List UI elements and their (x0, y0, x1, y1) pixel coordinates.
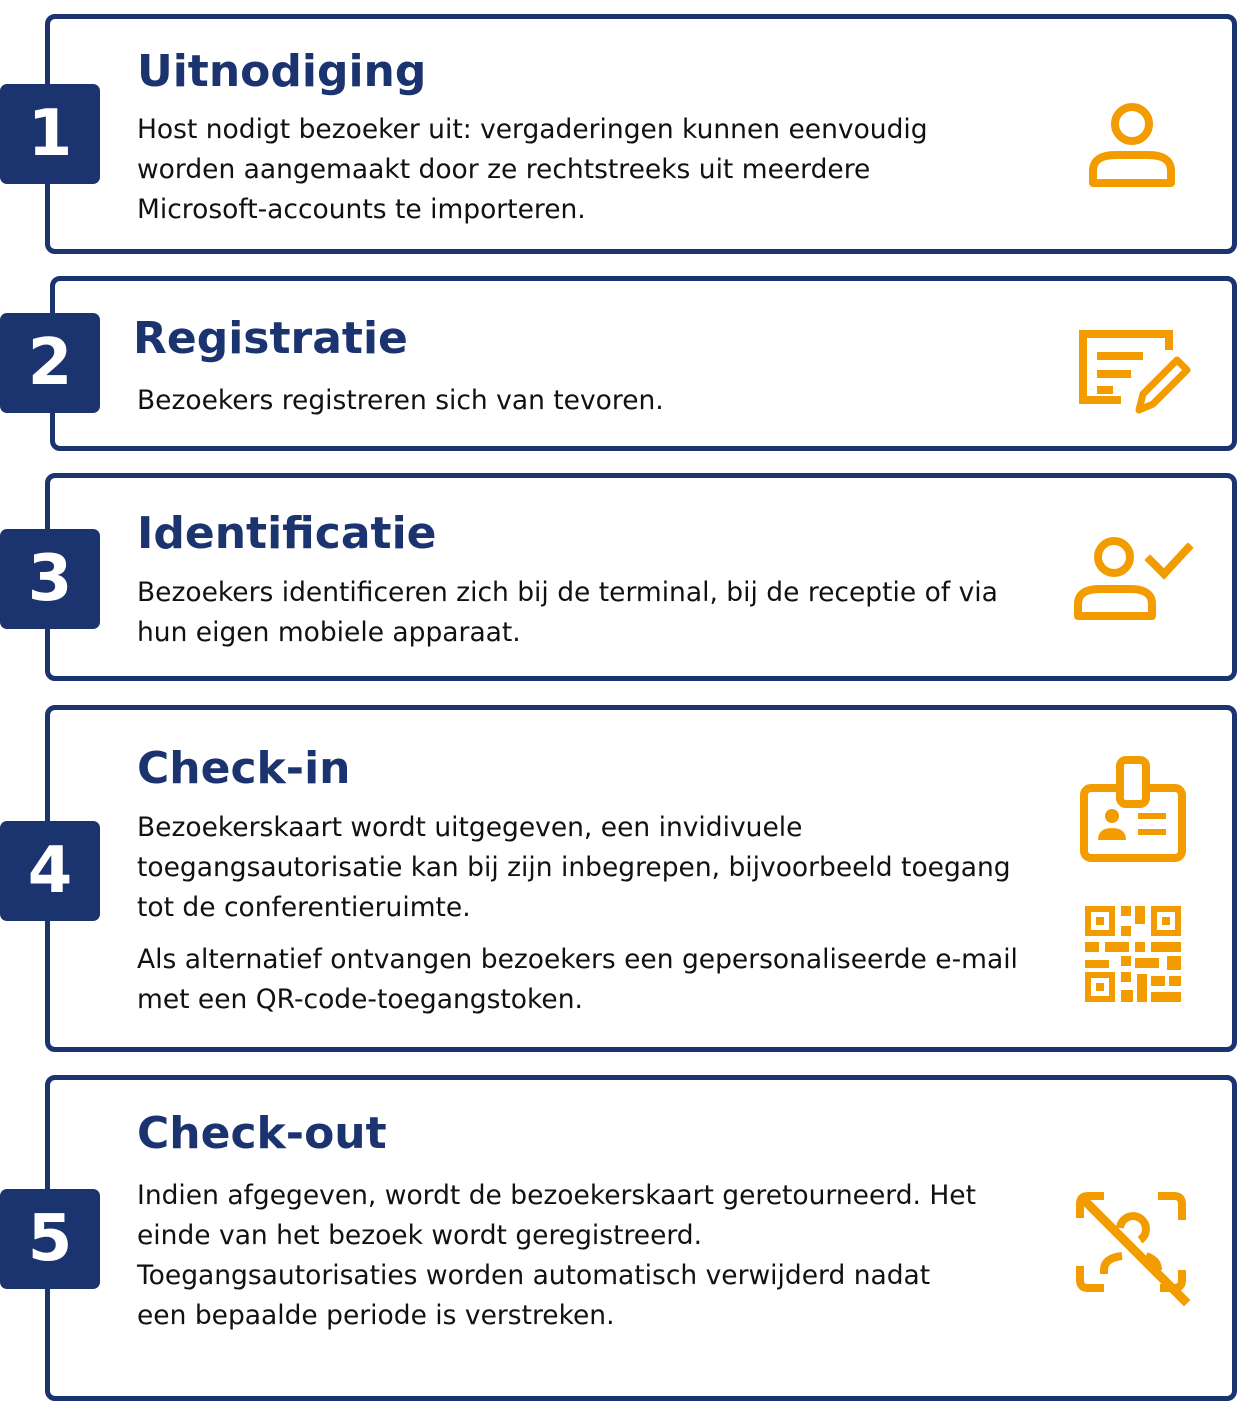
form-edit-icon (1077, 328, 1193, 416)
step-number-badge-1: 1 (0, 84, 100, 184)
badge-icon (1078, 756, 1188, 864)
step-number-badge-2: 2 (0, 313, 100, 413)
step-title-3: Identificatie (137, 508, 437, 559)
step-title-4: Check-in (137, 743, 351, 794)
step-title-1: Uitnodiging (137, 46, 427, 97)
person-check-icon (1072, 536, 1194, 622)
step-description-5: Indien afgegeven, wordt de bezoekerskaart geretourneerd. Het einde van het bezoek wordt geregistreerd. Toegangsautorisaties worden automatisch verwijderd nadat een bepaalde periode is verstreken. (137, 1180, 976, 1331)
step-description-2: Bezoekers registreren sich van tevoren. (137, 385, 664, 416)
person-scan-off-icon (1074, 1190, 1192, 1306)
step-number-badge-3: 3 (0, 529, 100, 629)
step-description-4-extra: Als alternatief ontvangen bezoekers een gepersonaliseerde e-mail met een QR-code-toegangstoken. (137, 944, 1018, 1015)
step-description-1: Host nodigt bezoeker uit: vergaderingen kunnen eenvoudig worden aangemaakt door ze rechtstreeks uit meerdere Microsoft-accounts te importeren. (137, 114, 928, 225)
step-number-badge-4: 4 (0, 821, 100, 921)
step-title-5: Check-out (137, 1108, 387, 1159)
qr-code-icon (1085, 906, 1181, 1002)
step-title-2: Registratie (133, 313, 408, 364)
step-description-3: Bezoekers identificeren zich bij de terminal, bij de receptie of via hun eigen mobiele apparaat. (137, 577, 998, 648)
step-number-badge-5: 5 (0, 1189, 100, 1289)
person-icon (1086, 103, 1178, 189)
step-description-4: Bezoekerskaart wordt uitgegeven, een invidivuele toegangsautorisatie kan bij zijn inbegrepen, bijvoorbeeld toegang tot de conferentieruimte. (137, 812, 1011, 923)
